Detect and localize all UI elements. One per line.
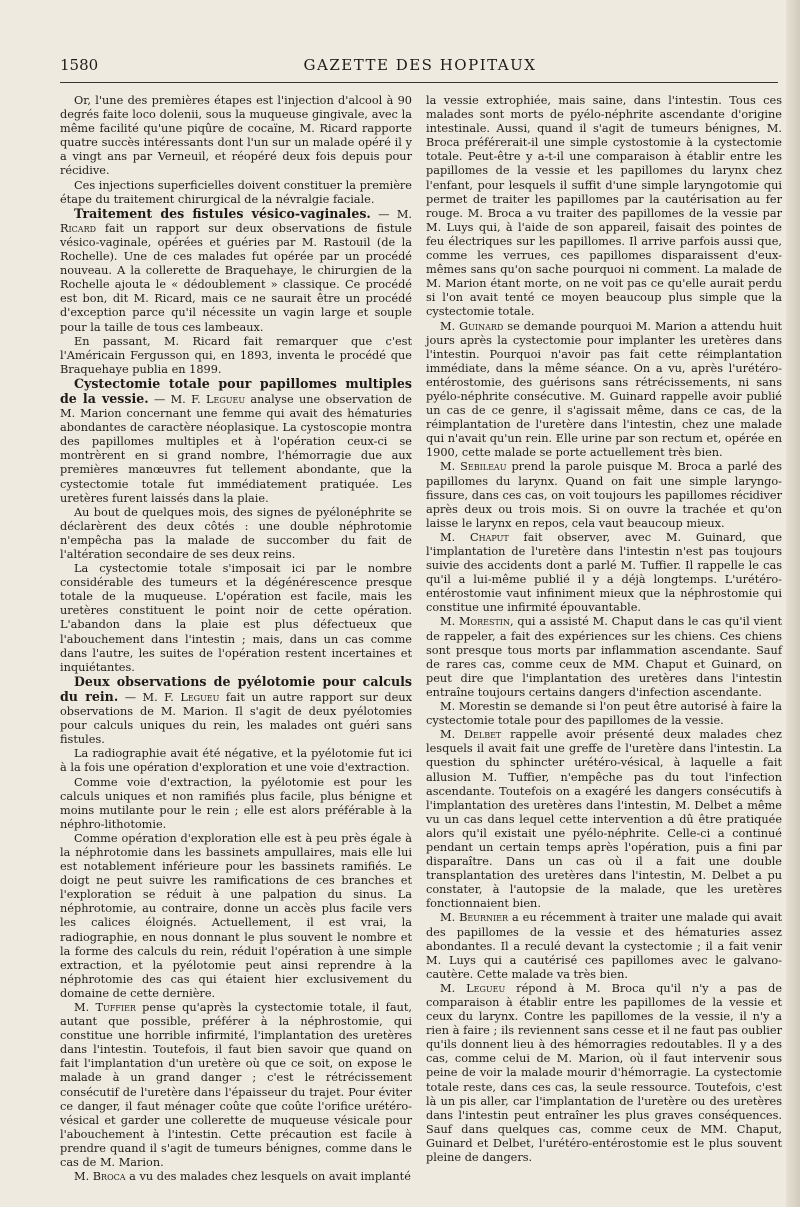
paragraph: M. Legueu répond à M. Broca qu'il n'y a pas de comparaison à établir entre les papillomes de la vessie et ceux du larynx. Contre les papillomes de la vessie, il n'y a rien à faire ; ils reviennent sans cesse et il ne faut pas oublier qu'ils donnent lieu à des hémorragies redoutables. Il y a des cas, comme celui de M. Marion, où il faut intervenir sous peine de voir la malade mourir d'hémorragie. La cystectomie totale reste, dans ces cas, la seule ressource. Toutefois, c'est là un pis aller, car l'implantation de l'uretère ou des uretères dans l'intestin peut entraîner les plus graves conséquences. Sauf dans quelques cas, comme ceux de MM. Chaput, Guinard et Delbet, l'urétéro-entérostomie est le plus souvent pleine de dangers. <box>426 981 783 1165</box>
paragraph-text: fait un rapport sur deux observations de fistule vésico-vaginale, opérées et guéries par M. Rastouil (de la Rochelle). Une de ces malades fut opérée par un procédé nouveau. A la collerette de Braquehaye, le chirurgien de la Rochelle ajouta le « dédoublement » classique. Ce procédé est bon, dit M. Ricard, mais ce ne saurait être un procédé d'exception parce qu'il nécessite un vagin large et souple pour la taille de tous ces lambeaux. <box>60 221 412 334</box>
right-column <box>426 94 782 1165</box>
paragraph-text: répond à M. Broca qu'il n'y a pas de comparaison à établir entre les papillomes de la vessie et ceux du larynx. Contre les papillomes de la vessie, il n'y a rien à faire ; ils reviennent sans cesse et il ne faut pas oublier qu'ils donnent lieu à des hémorragies redoutables. Il y a des cas, comme celui de M. Marion, où il faut intervenir sous peine de voir la malade mourir d'hémorragie. La cystectomie totale reste, dans ces cas, la seule ressource. Toutefois, c'est là un pis aller, car l'implantation de l'uretère ou des uretères dans l'intestin peut entraîner les plus graves conséquences. Sauf dans quelques cas, comme ceux de MM. Chaput, Guinard et Delbet, l'urétéro-entérostomie est le plus souvent pleine de dangers. <box>426 981 783 1165</box>
author-name: Tuffier <box>95 1001 136 1014</box>
paragraph: M. Beurnier a eu récemment à traiter une malade qui avait des papillomes de la vessie et des hématuries assez abondantes. Il a reculé devant la cystectomie ; il a fait venir M. Luys qui a cautérisé ces papillomes avec le galvano-cautère. Cette malade va très bien. <box>426 911 783 981</box>
author-name: Delbet <box>464 728 502 742</box>
paragraph: M. Guinard se demande pourquoi M. Marion a attendu huit jours après la cystectomie pour implanter les uretères dans l'intestin. Pourquoi n'avoir pas fait cette réimplantation immédiate, dans la même séance. On a vu, après l'urétéro-entérostomie, des guérisons sans rétrécissements, ni sans pyélo-néphrite consécutive. M. Guinard rappelle avoir publié un cas de ce genre, il s'agissait même, dans ce cas, de la réimplantation de l'uretère dans l'intestin, chez une malade qui n'avait qu'un rein. Elle urine par son rectum et, opérée en 1900, cette malade se porte actuellement très bien. <box>426 319 783 460</box>
author-name: F. Legueu <box>164 690 220 704</box>
page-number: 1580 <box>60 56 99 74</box>
page-edge-shadow <box>786 0 800 1207</box>
paragraph: M. Delbet rappelle avoir présenté deux malades chez lesquels il avait fait une greffe de l'uretère dans l'intestin. La question du sphincter urétéro-vésical, à laquelle a fait allusion M. Tuffier, n'empêche pas du tout l'infection ascendante. Toutefois on a exagéré les dangers consécutifs à l'implantation des uretères dans l'intestin, M. Delbet a même vu un cas dans lequel cette intervention a dû être pratiquée alors qu'il existait une pyélo-néphrite. Celle-ci a continué pendant un certain temps après l'opération, puis a fini par disparaître. Dans un cas où il a fait une double transplantation des uretères dans l'intestin, M. Delbet a pu constater, à l'autopsie de la malade, que les uretères fonctionnaient bien. <box>426 728 782 911</box>
paragraph-text: pense qu'après la cystectomie totale, il faut, autant que possible, préférer à la néphrostomie, qui constitue une horrible infirmité, l'implantation des uretères dans l'intestin. Toutefois, il faut bien savoir que quand on fait l'implantation d'un uretère où que ce soit, on expose le malade à un grand danger ; c'est le rétrécissement consécutif de l'uretère dans l'épaisseur du trajet. Pour éviter ce danger, il faut ménager coûte que coûte l'orifice urétéro-vésical et garder une collerette de muqueuse vésicale pour l'abouchement à l'intestin. Cette précaution est facile à prendre quand il s'agit de tumeurs bénignes, comme dans le cas de M. Marion. <box>60 1001 412 1170</box>
paragraph: M. Broca a vu des malades chez lesquels on avait implanté <box>74 1170 411 1184</box>
left-column <box>60 94 412 1184</box>
section-heading: Cystectomie totale pour papillomes multiples de la vessie. <box>60 375 412 406</box>
paragraph-text: Comme opération d'exploration elle est à peu près égale à la néphrotomie dans les bassinets ampullaires, mais elle lui est notablement inférieure pour les bassinets ramifiés. Le doigt ne peut suivre les ramifications de ces branches et l'exploration se réduit à une palpation du sinus. La néphrotomie, au contraire, donne un accès plus facile vers les calices éloignés. Actuellement, il est vrai, la radiographie, en nous donnant le plus souvent le nombre et la forme des calculs du rein, réduit l'opération à une simple extraction, et la pyélotomie peut ainsi reprendre à la néphrotomie des cas qui étaient hier exclusivement du domaine de cette dernière. <box>60 831 412 1000</box>
paragraph-text: se demande pourquoi M. Marion a attendu huit jours après la cystectomie pour implanter les uretères dans l'intestin. Pourquoi n'avoir pas fait cette réimplantation immédiate, dans la même séance. On a vu, après l'urétéro-entérostomie, des guérisons sans rétrécissements, ni sans pyélo-néphrite consécutive. M. Guinard rappelle avoir publié un cas de ce genre, il s'agissait même, dans ce cas, de la réimplantation de l'uretère dans l'intestin, chez une malade qui n'avait qu'un rein. Elle urine par son rectum et, opérée en 1900, cette malade se porte actuellement très bien. <box>426 319 783 460</box>
paragraph-text: fait observer, avec M. Guinard, que l'implantation de l'uretère dans l'intestin n'est pas toujours suivie des accidents dont a parlé M. Tuffier. Il rappelle le cas qu'il a lui-même publié il y a déjà longtemps. L'urétéro-entérostomie vaut infiniment mieux que la néphrostomie qui constitue une infirmité épouvantable. <box>426 530 783 615</box>
paragraph <box>426 700 782 728</box>
paragraph <box>60 335 412 377</box>
paragraph-text: rappelle avoir présenté deux malades chez lesquels il avait fait une greffe de l'uretère dans l'intestin. La question du sphincter urétéro-vésical, à laquelle a fait allusion M. Tuffier, n'empêche pas du tout l'infection ascendante. Toutefois on a exagéré les dangers consécutifs à l'implantation des uretères dans l'intestin, M. Delbet a même vu un cas dans lequel cette intervention a dû être pratiquée alors qu'il existait une pyélo-néphrite. Celle-ci a continué pendant un certain temps après l'opération, puis a fini par disparaître. Dans un cas où il a fait une double transplantation des uretères dans l'intestin, M. Delbet a pu constater, à l'autopsie de la malade, que les uretères fonctionnaient bien. <box>426 728 782 911</box>
paragraph-text: La radiographie avait été négative, et la pyélotomie fut ici à la fois une opération d'exploration et une voie d'extraction. <box>60 747 412 775</box>
paragraph <box>60 179 412 207</box>
section-heading: Traitement des fistules vésico-vaginales. <box>74 205 371 221</box>
paragraph-text: La cystectomie totale s'imposait ici par le nombre considérable des tumeurs et la dégénérescence presque totale de la muqueuse. L'opération est facile, mais les uretères constituent le point noir de cette opération. L'abandon dans la plaie est plus défectueux que l'abouchement dans l'intestin ; mais, dans un cas comme dans l'autre, les suites de l'opération restent incertaines et inquiétantes. <box>60 562 412 674</box>
running-title: GAZETTE DES HOPITAUX <box>303 56 537 74</box>
author-name: F. Legueu <box>191 392 246 406</box>
paragraph-text: Ces injections superficielles doivent constituer la première étape du traitement chirurgical de la névralgie faciale. <box>60 178 412 206</box>
paragraph-text: fait un autre rapport sur deux observations de M. Marion. Il s'agit de deux pyélotomies pour calculs uniques du rein, les malades ont guéri sans fistules. <box>60 690 412 747</box>
author-name: Ricard <box>60 221 97 235</box>
paragraph <box>60 776 412 832</box>
author-name: Beurnier <box>459 911 509 925</box>
paragraph-text: Au bout de quelques mois, des signes de pyélonéphrite se déclarèrent des deux côtés : une double néphrotomie n'empêcha pas la malade de succomber du fait de l'altération secondaire de ses deux reins. <box>60 505 412 561</box>
paragraph-text: Comme voie d'extraction, la pyélotomie est pour les calculs uniques et non ramifiés plus facile, plus bénigne et moins mutilante pour le rein ; elle est alors préférable à la néphro-lithotomie. <box>60 775 412 831</box>
paragraph: M. Tuffier pense qu'après la cystectomie totale, il faut, autant que possible, préférer à la néphrostomie, qui constitue une horrible infirmité, l'implantation des uretères dans l'intestin. Toutefois, il faut bien savoir que quand on fait l'implantation d'un uretère où que ce soit, on expose le malade à un grand danger ; c'est le rétrécissement consécutif de l'uretère dans l'épaisseur du trajet. Pour éviter ce danger, il faut ménager coûte que coûte l'orifice urétéro-vésical et garder une collerette de muqueuse vésicale pour l'abouchement à l'intestin. Cette précaution est facile à prendre quand il s'agit de tumeurs bénignes, comme dans le cas de M. Marion. <box>60 1001 412 1170</box>
paragraph-text: a vu des malades chez lesquels on avait implanté <box>125 1170 411 1184</box>
author-name: Sebileau <box>460 460 507 474</box>
page-header <box>60 52 780 80</box>
paragraph-text: a eu récemment à traiter une malade qui avait des papillomes de la vessie et des hématuries assez abondantes. Il a reculé devant la cystectomie ; il a fait venir M. Luys qui a cautérisé ces papillomes avec le galvano-cautère. Cette malade va très bien. <box>426 911 783 981</box>
section-heading: Deux observations de pyélotomie pour calculs du rein. <box>60 673 412 704</box>
paragraph <box>426 94 782 320</box>
author-name: Chaput <box>469 530 509 544</box>
paragraph <box>60 562 412 675</box>
author-name: Broca <box>92 1170 126 1184</box>
paragraph <box>60 94 412 179</box>
paragraph-text: la vessie extrophiée, mais saine, dans l'intestin. Tous ces malades sont morts de pyélo-néphrite ascendante d'origine intestinale. Aussi, quand il s'agit de tumeurs bénignes, M. Broca préférerait-il une simple cystostomie à la cystectomie totale. Peut-être y a-t-il une comparaison à établir entre les papillomes de la vessie et les papillomes du larynx chez l'enfant, pour lesquels il suffit d'une simple laryngotomie qui permet de traiter les papillomes par la cautérisation au fer rouge. M. Broca a vu traiter des papillomes de la vessie par M. Luys qui, à l'aide de son appareil, faisait des pointes de feu électriques sur les papillomes. Il arrive parfois aussi que, comme les verrues, ces papillomes disparaissent d'eux-mêmes sans qu'on sache pourquoi ni comment. La malade de M. Marion étant morte, on ne voit pas ce qu'elle aurait perdu si l'on avait tenté ce moyen beaucoup plus simple que la cystectomie totale. <box>426 94 782 319</box>
paragraph: Cystectomie totale pour papillomes multiples de la vessie. — M. F. Legueu analyse une observation de M. Marion concernant une femme qui avait des hématuries abondantes de caractère néoplasique. La cystoscopie montra des papillomes multiples et à l'opération ceux-ci se montrèrent en si grand nombre, l'hémorragie due aux premières manœuvres fut tellement abondante, que la cystectomie totale fut immédiatement pratiquée. Les uretères furent laissés dans la plaie. <box>60 375 412 505</box>
paragraph: M. Morestin, qui a assisté M. Chaput dans le cas qu'il vient de rappeler, a fait des expériences sur les chiens. Ces chiens sont presque tous morts par inflammation ascendante. Sauf de rares cas, comme ceux de MM. Chaput et Guinard, on peut dire que l'implantation des uretères dans l'intestin entraîne toujours certains dangers d'infection ascendante. <box>426 615 782 699</box>
header-rule <box>60 82 778 83</box>
paragraph: Traitement des fistules vésico-vaginales. — M. Ricard fait un rapport sur deux observations de fistule vésico-vaginale, opérées et guéries par M. Rastouil (de la Rochelle). Une de ces malades fut opérée par un procédé nouveau. A la collerette de Braquehaye, le chirurgien de la Rochelle ajouta le « dédoublement » classique. Ce procédé est bon, dit M. Ricard, mais ce ne saurait être un procédé d'exception parce qu'il nécessite un vagin large et souple pour la taille de tous ces lambeaux. <box>60 205 413 334</box>
paragraph-text: prend la parole puisque M. Broca a parlé des papillomes du larynx. Quand on fait une simple laryngo-fissure, dans ces cas, on voit toujours les papillomes récidiver après deux ou trois mois. Si on ouvre la trachée et qu'on laisse le larynx en repos, cela vaut beaucoup mieux. <box>426 460 782 530</box>
paragraph-text: Or, l'une des premières étapes est l'injection d'alcool à 90 degrés faite loco dolenii, sous la muqueuse gingivale, avec la même facilité qu'une piqûre de cocaïne, M. Ricard rapporte quatre succès intéressants dont l'un sur un malade opéré il y a vingt ans par Verneuil, et réopéré deux fois depuis pour récidive. <box>60 94 412 178</box>
paragraph: M. Sebileau prend la parole puisque M. Broca a parlé des papillomes du larynx. Quand on fait une simple laryngo-fissure, dans ces cas, on voit toujours les papillomes récidiver après deux ou trois mois. Si on ouvre la trachée et qu'on laisse le larynx en repos, cela vaut beaucoup mieux. <box>426 460 782 530</box>
paragraph-text: analyse une observation de M. Marion concernant une femme qui avait des hématuries abondantes de caractère néoplasique. La cystoscopie montra des papillomes multiples et à l'opération ceux-ci se montrèrent en si grand nombre, l'hémorragie due aux premières manœuvres fut tellement abondante, que la cystectomie totale fut immédiatement pratiquée. Les uretères furent laissés dans la plaie. <box>60 392 412 505</box>
paragraph-text: M. Morestin se demande si l'on peut être autorisé à faire la cystectomie totale pour des papillomes de la vessie. <box>426 700 782 728</box>
paragraph <box>60 747 412 775</box>
paragraph: M. Chaput fait observer, avec M. Guinard, que l'implantation de l'uretère dans l'intestin n'est pas toujours suivie des accidents dont a parlé M. Tuffier. Il rappelle le cas qu'il a lui-même publié il y a déjà longtemps. L'urétéro-entérostomie vaut infiniment mieux que la néphrostomie qui constitue une infirmité épouvantable. <box>426 530 783 615</box>
author-name: Legueu <box>466 981 506 995</box>
paragraph <box>60 506 412 562</box>
author-name: Morestin <box>458 615 510 629</box>
paragraph-text: En passant, M. Ricard fait remarquer que c'est l'Américain Fergusson qui, en 1893, inventa le procédé que Braquehaye publia en 1899. <box>60 334 412 376</box>
paragraph <box>60 832 412 1001</box>
author-name: Guinard <box>459 319 504 333</box>
paragraph-text: , qui a assisté M. Chaput dans le cas qu'il vient de rappeler, a fait des expériences sur les chiens. Ces chiens sont presque tous morts par inflammation ascendante. Sauf de rares cas, comme ceux de MM. Chaput et Guinard, on peut dire que l'implantation des uretères dans l'intestin entraîne toujours certains dangers d'infection ascendante. <box>426 615 782 699</box>
paragraph: Deux observations de pyélotomie pour calculs du rein. — M. F. Legueu fait un autre rapport sur deux observations de M. Marion. Il s'agit de deux pyélotomies pour calculs uniques du rein, les malades ont guéri sans fistules. <box>60 673 412 747</box>
